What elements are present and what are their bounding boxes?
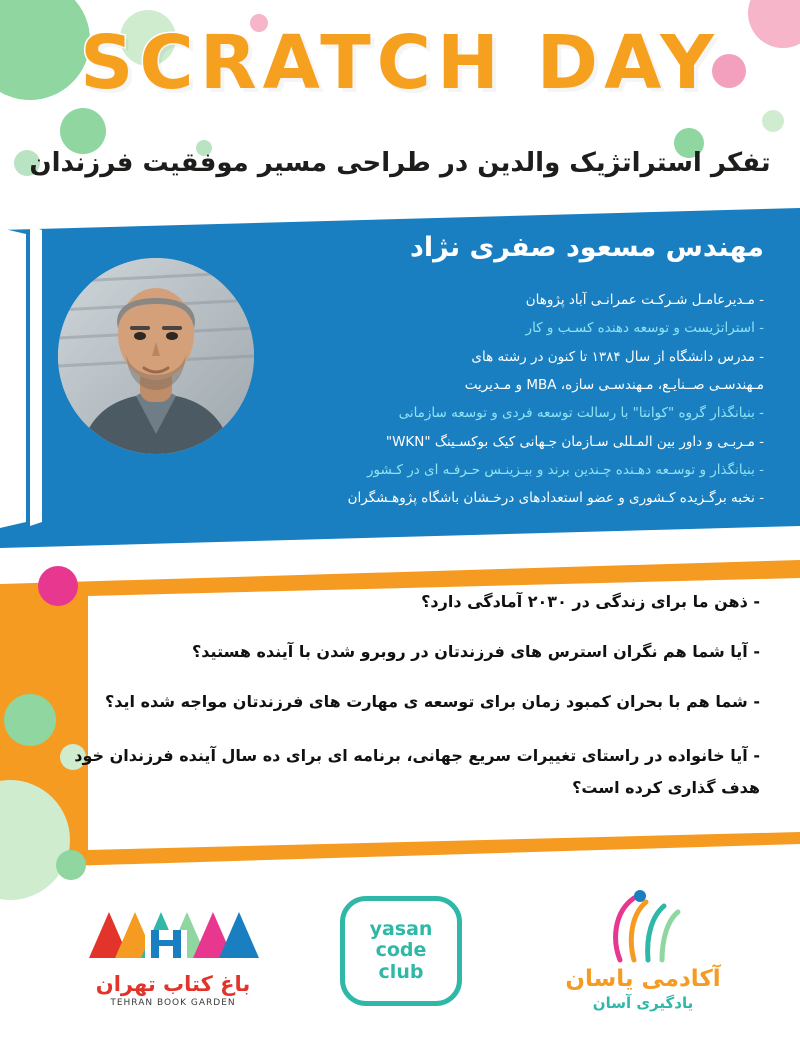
yasan-club-line-1: yasan: [369, 918, 433, 941]
speaker-bullet: - بنیانگذار و توسـعه دهـنده چـندین برند و بیـزینـس حـرفـه ای در کـشور: [367, 462, 764, 479]
footer-logos: [0, 880, 800, 1038]
yasan-academy-mark: [600, 890, 686, 964]
question-item: - شما هم با بحران کمبود زمان برای توسعه ی مهارت های فرزندتان مواجه شده اید؟: [104, 692, 760, 711]
speaker-band-stripe: [0, 228, 26, 528]
speaker-name: مهندس مسعود صفری نژاد: [410, 232, 764, 263]
question-item: - ذهن ما برای زندگی در ۲۰۳۰ آمادگی دارد؟: [421, 592, 760, 611]
decor-circle-green: [4, 694, 56, 746]
speaker-bullet: - نخبه برگـزیده کـشوری و عضو استعدادهای درخـشان باشگاه پژوهـشگران: [347, 490, 764, 507]
tehran-book-garden-title-fa: باغ کتاب تهران: [95, 972, 251, 996]
yasan-club-line-2: code: [375, 939, 427, 962]
questions-list: [70, 590, 760, 830]
tehran-book-garden-mark: [83, 902, 263, 964]
speaker-bullets: [244, 286, 764, 513]
speaker-bullet: - مـربـی و داور بین المـللی سـازمان جـهانی کیک بوکسـینگ "WKN": [385, 433, 764, 450]
speaker-bullet: - بنیانگذار گروه "کوانتا" با رسالت توسعه فردی و توسعه سازمانی: [398, 405, 764, 422]
speaker-bullet: - استراتژیست و توسعه دهنده کسـب و کار: [525, 320, 764, 337]
question-item: - آیا شما هم نگران استرس های فرزندتان در روبرو شدن با آینده هستید؟: [192, 642, 760, 661]
logo-tehran-book-garden: [78, 902, 268, 1008]
yasan-club-line-3: club: [378, 960, 424, 983]
speaker-bullet: - مـدیرعامـل شـرکـت عمرانـی آباد پژوهان: [525, 292, 764, 308]
yasan-academy-subtitle: یادگیری آسان: [592, 994, 694, 1012]
poster-subtitle: تفکر استراتژیک والدین در طراحی مسیر موفقیت فرزندان: [29, 148, 771, 178]
yasan-academy-title: آکادمی یاسان: [565, 966, 721, 992]
decor-circle-green: [56, 850, 86, 880]
poster-title: SCRATCH DAY: [80, 20, 720, 106]
speaker-bullet: - مدرس دانشگاه از سال ۱۳۸۴ تا کنون در رشته های: [471, 348, 764, 365]
logo-yasan-academy: [538, 890, 748, 1012]
decor-circle-lightgreen: [762, 110, 784, 132]
title-block: [0, 20, 800, 106]
speaker-bullet: مـهندسـی صــنایـع، مـهندسـی سازه، MBA و مـدیریت: [464, 377, 764, 394]
logo-yasan-code-club: [340, 896, 462, 1006]
speaker-band-stripe: [30, 226, 42, 526]
question-item: - آیا خانواده در راستای تغییرات سریع جهانی، برنامه ای برای ده سال آینده فرزندان خود هدف گذاری کرده است؟: [74, 746, 760, 797]
tehran-book-garden-title-en: TEHRAN BOOK GARDEN: [110, 998, 236, 1008]
speaker-photo: [58, 258, 254, 454]
